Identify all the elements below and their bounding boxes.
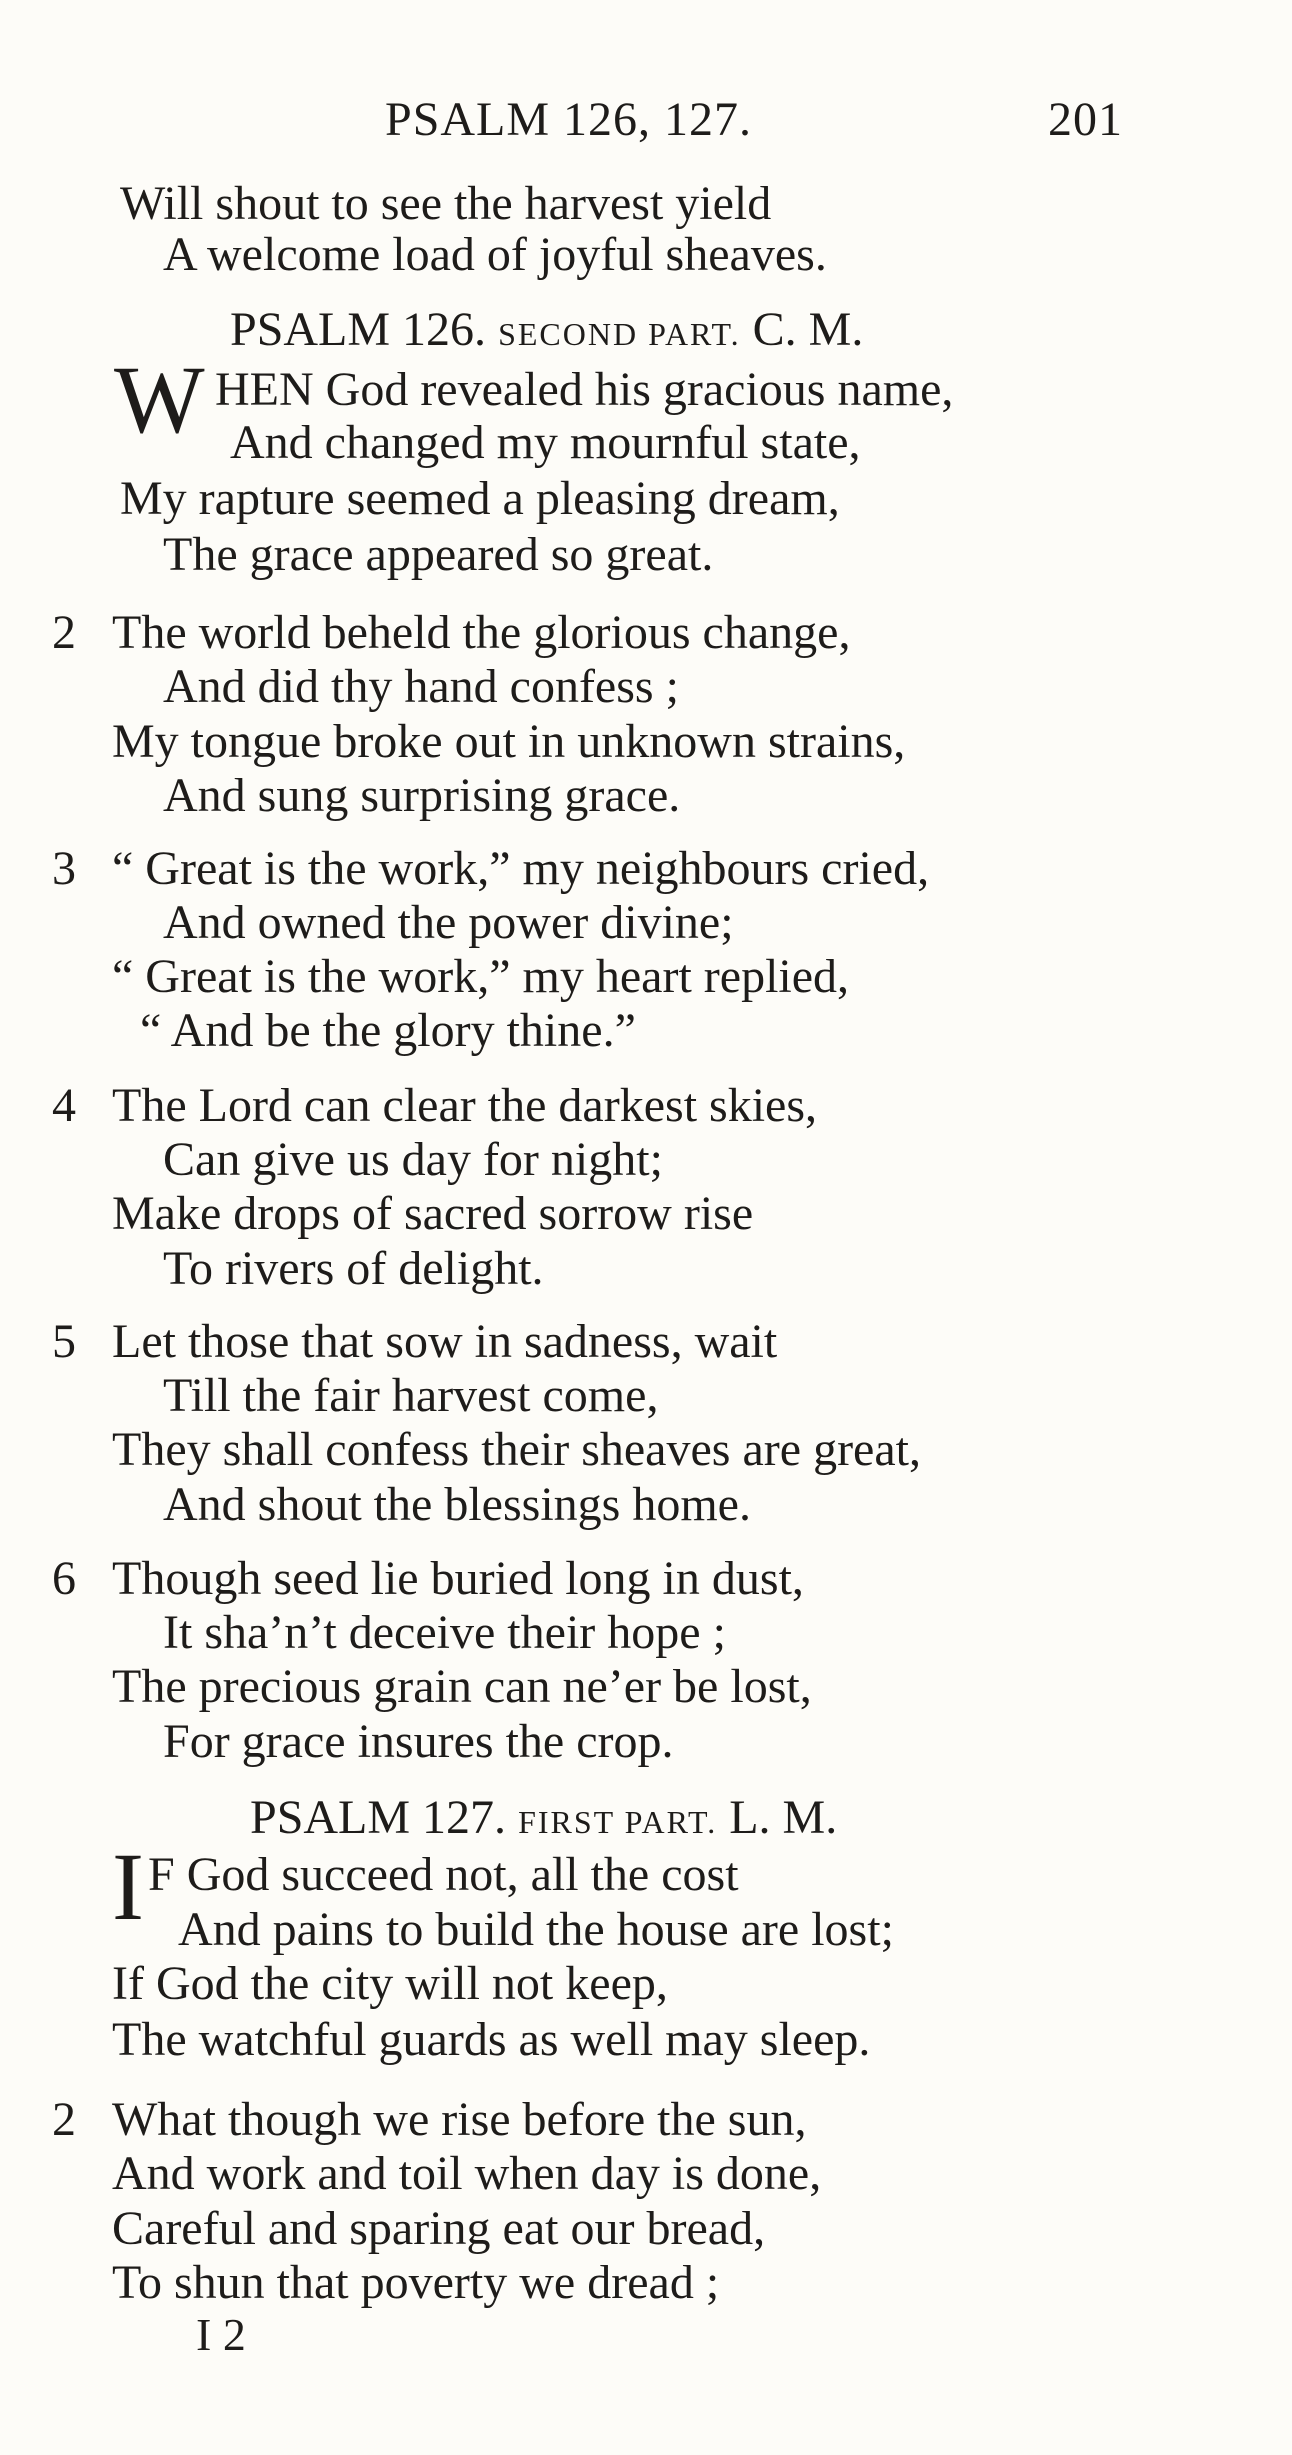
verse-line: They shall confess their sheaves are great, [112,1423,921,1476]
verse-line: To rivers of delight. [163,1242,544,1295]
verse-line: Till the fair harvest come, [163,1369,659,1422]
verse-line: “ And be the glory thine.” [140,1004,636,1057]
verse-line: My rapture seemed a pleasing dream, [120,472,840,525]
verse-line: The precious grain can ne’er be lost, [112,1660,812,1713]
verse-line: “ Great is the work,” my heart replied, [112,950,850,1003]
psalm-meter: L. M. [729,1791,838,1844]
verse-line: And sung surprising grace. [163,769,681,822]
verse-line: Let those that sow in sadness, wait [112,1315,778,1368]
verse-line: To shun that poverty we dread ; [112,2256,720,2309]
verse-line: The watchful guards as well may sleep. [112,2013,871,2066]
verse-line: Will shout to see the harvest yield [120,177,772,230]
psalm-heading [230,303,864,356]
signature-mark: I 2 [196,2309,246,2360]
verse-line: And work and toil when day is done, [112,2147,822,2200]
verse-line: Careful and sparing eat our bread, [112,2202,766,2255]
stanza-number: 2 [52,2093,76,2146]
verse-line: For grace insures the crop. [163,1715,674,1768]
psalm-heading [250,1791,838,1844]
stanza-number: 5 [52,1315,76,1368]
drop-cap: W [114,346,205,453]
verse-line: A welcome load of joyful sheaves. [163,228,827,281]
psalm-part: SECOND PART. [498,316,741,352]
stanza-number: 4 [52,1079,76,1132]
psalm-title: PSALM 127. [250,1791,507,1844]
drop-cap: I [112,1833,144,1940]
verse-line: The world beheld the glorious change, [112,606,851,659]
verse-line: F God succeed not, all the cost [148,1848,739,1901]
verse-line: Though seed lie buried long in dust, [112,1552,804,1605]
verse-line: And changed my mournful state, [230,416,861,469]
page-number: 201 [1048,93,1123,146]
psalm-part: FIRST PART. [518,1804,718,1840]
running-header: PSALM 126, 127. [385,93,753,146]
verse-line: And owned the power divine; [163,896,734,949]
verse-line: Can give us day for night; [163,1133,663,1186]
verse-line: It sha’n’t deceive their hope ; [163,1606,726,1659]
verse-line: If God the city will not keep, [112,1957,668,2010]
verse-line: HEN God revealed his gracious name, [215,363,954,416]
verse-line: The Lord can clear the darkest skies, [112,1079,818,1132]
verse-line: And pains to build the house are lost; [178,1903,894,1956]
verse-line: The grace appeared so great. [163,528,714,581]
verse-line: What though we rise before the sun, [112,2093,807,2146]
verse-line: Make drops of sacred sorrow rise [112,1187,754,1240]
verse-line: “ Great is the work,” my neighbours cried, [112,842,930,895]
stanza-number: 6 [52,1552,76,1605]
verse-line: And shout the blessings home. [163,1478,751,1531]
psalm-meter: C. M. [752,303,864,356]
verse-line: My tongue broke out in unknown strains, [112,715,906,768]
psalm-title: PSALM 126. [230,303,487,356]
stanza-number: 2 [52,606,76,659]
stanza-number: 3 [52,842,76,895]
verse-line: And did thy hand confess ; [163,660,679,713]
